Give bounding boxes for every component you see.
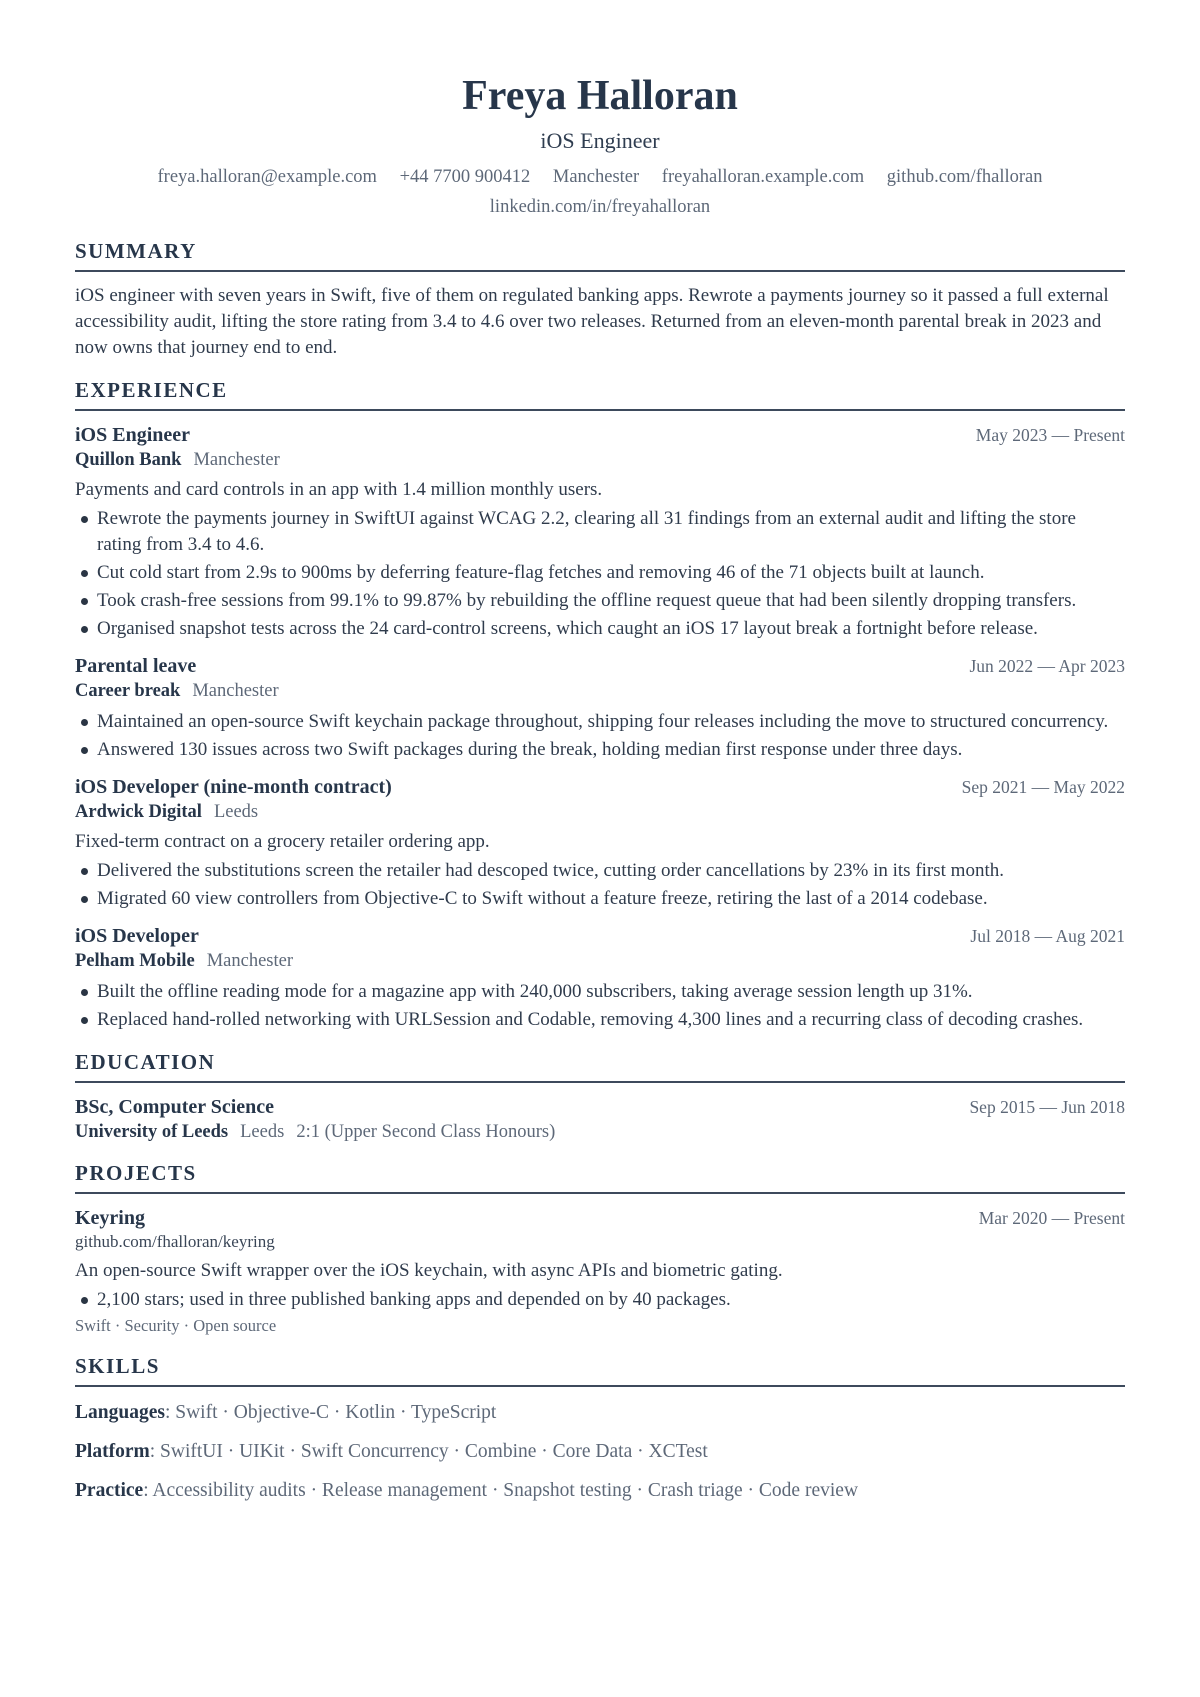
job-title: iOS Engineer [75,424,191,446]
school-name: University of Leeds [75,1122,229,1142]
skill-row-languages: Languages: Swift · Objective-C · Kotlin · TypeScript [75,1402,497,1423]
job-bullets [75,709,1125,763]
skill-label: Languages [75,1402,165,1423]
skills-section [75,1351,1125,1504]
section-heading: SUMMARY [75,236,1125,272]
skill-row-platform: Platform: SwiftUI · UIKit · Swift Concurrency · Combine · Core Data · XCTest [75,1441,708,1462]
bullet-item: 2,100 stars; used in three published banking apps and depended on by 40 packages. [75,1287,1125,1313]
job-dates: Sep 2021 — May 2022 [961,777,1125,797]
job-company: Career break [75,681,181,701]
job-company: Quillon Bank [75,450,182,470]
job-entry [75,923,1125,1033]
job-bullets [75,858,1125,912]
contact-phone[interactable]: +44 7700 900412 [399,167,531,187]
degree-title: BSc, Computer Science [75,1096,275,1118]
job-location: Manchester [193,450,280,470]
job-bullets [75,979,1125,1033]
job-entry [75,653,1125,763]
bullet-item: Delivered the substitutions screen the retailer had descoped twice, cutting order cancellations by 23% in its first month. [75,858,1125,884]
job-title: iOS Developer [75,925,199,947]
bullet-item: Replaced hand-rolled networking with URLSession and Codable, removing 4,300 lines and a recurring class of decoding crashes. [75,1007,1125,1033]
summary-text: iOS engineer with seven years in Swift, five of them on regulated banking apps. Rewrote a payments journey so it passed a full external accessibility audit, lifting the store rating from 3.4 to 4.6 over two releases. Returned from an eleven-month parental break in 2023 and now owns that journey end to end. [75,285,1109,358]
degree-grade: 2:1 (Upper Second Class Honours) [296,1122,556,1142]
resume-header [75,0,1125,222]
skill-items: SwiftUI · UIKit · Swift Concurrency · Combine · Core Data · XCTest [160,1441,708,1462]
bullet-item: Answered 130 issues across two Swift packages during the break, holding median first response under three days. [75,737,1125,763]
job-bullets [75,506,1125,642]
education-section [75,1047,1125,1144]
skill-label: Practice [75,1480,144,1501]
job-location: Manchester [192,681,279,701]
job-dates: May 2023 — Present [975,425,1125,445]
bullet-item: Migrated 60 view controllers from Objective-C to Swift without a feature freeze, retiring the last of a 2014 codebase. [75,886,1125,912]
job-description: Payments and card controls in an app with 1.4 million monthly users. [75,479,603,500]
job-location: Manchester [206,951,294,971]
education-entry [75,1094,1125,1144]
contact-linkedin[interactable]: linkedin.com/in/freyahalloran [489,197,711,217]
education-dates: Sep 2015 — Jun 2018 [969,1097,1125,1117]
project-bullets [75,1287,1125,1313]
bullet-item: Rewrote the payments journey in SwiftUI against WCAG 2.2, clearing all 31 findings from an external audit and lifting the store rating from 3.4 to 4.6. [75,506,1125,558]
section-heading: EXPERIENCE [75,375,1125,411]
candidate-title: iOS Engineer [540,128,660,153]
bullet-item: Maintained an open-source Swift keychain package throughout, shipping four releases including the move to structured concurrency. [75,709,1125,735]
summary-section [75,236,1125,361]
project-name: Keyring [75,1207,145,1229]
job-entry [75,774,1125,912]
contact-website[interactable]: freyahalloran.example.com [661,167,865,187]
bullet-item: Took crash-free sessions from 99.1% to 99.87% by rebuilding the offline request queue that had been silently dropping transfers. [75,588,1125,614]
skill-label: Platform [75,1441,150,1462]
bullet-item: Built the offline reading mode for a magazine app with 240,000 subscribers, taking average session length up 31%. [75,979,1125,1005]
job-entry [75,422,1125,642]
job-company: Pelham Mobile [75,951,195,971]
bullet-item: Organised snapshot tests across the 24 card-control screens, which caught an iOS 17 layout break a fortnight before release. [75,616,1125,642]
project-description: An open-source Swift wrapper over the iOS keychain, with async APIs and biometric gating. [75,1260,783,1281]
job-dates: Jul 2018 — Aug 2021 [970,926,1125,946]
project-tags: Swift · Security · Open source [75,1316,277,1335]
project-entry [75,1205,1125,1337]
contact-github[interactable]: github.com/fhalloran [886,167,1043,187]
job-description: Fixed-term contract on a grocery retailer ordering app. [75,831,490,852]
experience-section [75,375,1125,1033]
section-heading: PROJECTS [75,1158,1125,1194]
contact-line [75,162,1125,222]
contact-location: Manchester [552,167,640,187]
job-dates: Jun 2022 — Apr 2023 [969,656,1125,676]
candidate-name: Freya Halloran [462,73,738,119]
bullet-item: Cut cold start from 2.9s to 900ms by deferring feature-flag fetches and removing 46 of the 71 objects built at launch. [75,560,1125,586]
project-dates: Mar 2020 — Present [978,1208,1125,1228]
school-location: Leeds [240,1122,285,1142]
section-heading: EDUCATION [75,1047,1125,1083]
project-link[interactable]: github.com/fhalloran/keyring [75,1232,275,1251]
contact-email[interactable]: freya.halloran@example.com [157,167,377,187]
projects-section [75,1158,1125,1337]
job-company: Ardwick Digital [75,802,202,822]
skill-row-practice: Practice: Accessibility audits · Release management · Snapshot testing · Crash triage · Code review [75,1480,859,1501]
job-location: Leeds [213,802,259,822]
job-title: iOS Developer (nine-month contract) [75,776,392,798]
skill-items: Accessibility audits · Release management · Snapshot testing · Crash triage · Code review [152,1480,859,1501]
skill-items: Swift · Objective-C · Kotlin · TypeScript [175,1402,497,1423]
job-title: Parental leave [75,655,197,677]
section-heading: SKILLS [75,1351,1125,1387]
